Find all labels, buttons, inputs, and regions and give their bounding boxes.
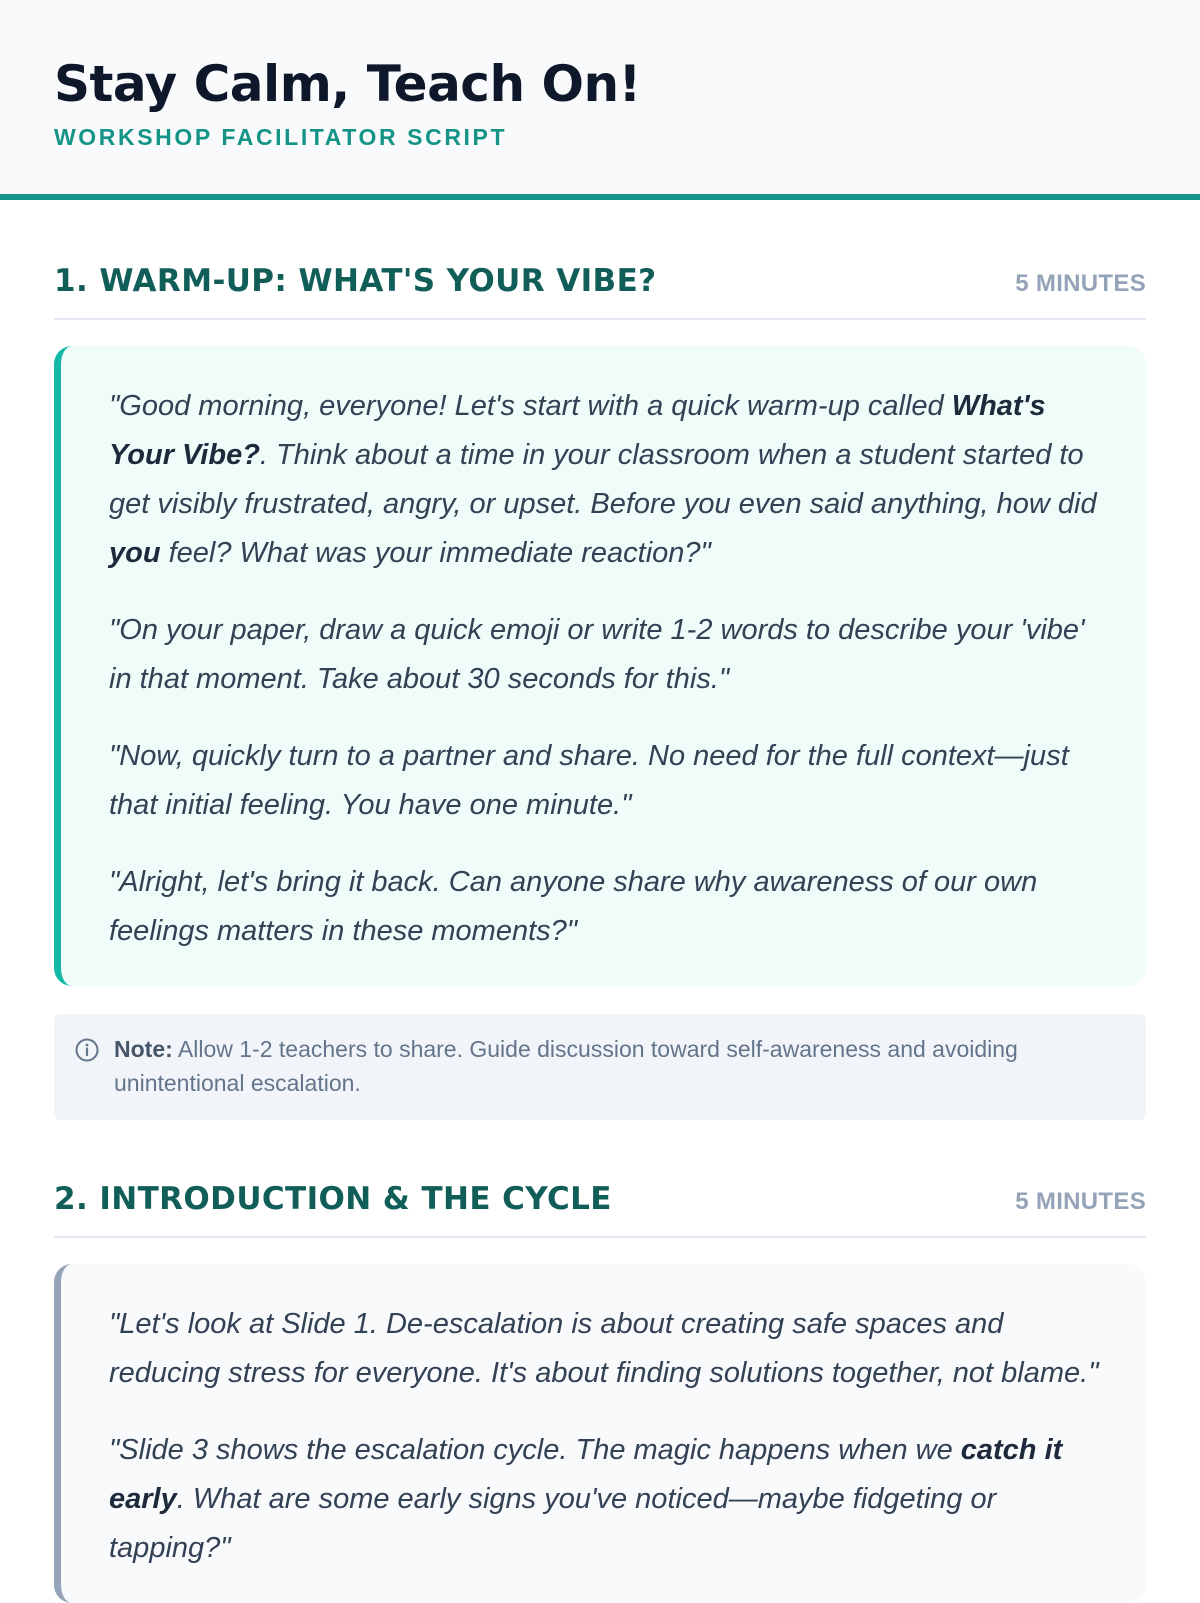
script-content xyxy=(0,260,1200,1603)
note-text xyxy=(114,1032,1116,1100)
page-subtitle: WORKSHOP FACILITATOR SCRIPT xyxy=(54,124,508,150)
section-title: 1. WARM-UP: WHAT'S YOUR VIBE? xyxy=(54,263,657,299)
script-text: "Good morning, everyone! Let's start with a quick warm-up called xyxy=(109,390,952,422)
script-text: "Now, quickly turn to a partner and share. No need for the full context—just that initial feeling. You have one minute." xyxy=(109,740,1069,821)
script-paragraph xyxy=(109,606,1106,704)
script-emphasis: catch it early xyxy=(109,1434,1063,1515)
page-title: Stay Calm, Teach On! xyxy=(54,55,641,113)
section-title: 2. INTRODUCTION & THE CYCLE xyxy=(54,1181,612,1217)
section-duration: 5 MINUTES xyxy=(1015,270,1146,297)
page-header xyxy=(0,0,1200,200)
script-text: . What are some early signs you've noticed—maybe fidgeting or tapping?" xyxy=(109,1483,997,1564)
script-paragraph xyxy=(109,858,1106,956)
note-body: Allow 1-2 teachers to share. Guide discussion toward self-awareness and avoiding unintentional escalation. xyxy=(114,1036,1018,1096)
facilitator-note xyxy=(54,1014,1146,1120)
script-paragraph xyxy=(109,1300,1106,1398)
script-paragraph xyxy=(109,382,1106,578)
script-text: . Think about a time in your classroom when a student started to get visibly frustrated, angry, or upset. Before you even said anything, how did xyxy=(109,439,1097,520)
section-header xyxy=(54,260,1146,320)
script-paragraph xyxy=(109,732,1106,830)
script-text: "Slide 3 shows the escalation cycle. The magic happens when we xyxy=(109,1434,961,1466)
script-text: "Alright, let's bring it back. Can anyone share why awareness of our own feelings matters in these moments?" xyxy=(109,866,1038,947)
note-label: Note: xyxy=(114,1036,173,1062)
script-paragraph xyxy=(109,1426,1106,1573)
info-icon xyxy=(74,1037,100,1063)
script-text: feel? What was your immediate reaction?" xyxy=(160,537,711,569)
section-introduction xyxy=(54,1178,1146,1603)
script-emphasis: you xyxy=(109,537,161,569)
section-warm-up xyxy=(54,260,1146,1120)
script-text: "On your paper, draw a quick emoji or write 1-2 words to describe your 'vibe' in that moment. Take about 30 seconds for this." xyxy=(109,614,1085,695)
script-quote-box xyxy=(54,346,1146,986)
section-header xyxy=(54,1178,1146,1238)
script-text: "Let's look at Slide 1. De-escalation is about creating safe spaces and reducing stress for everyone. It's about finding solutions together, not blame." xyxy=(109,1308,1099,1389)
section-duration: 5 MINUTES xyxy=(1015,1188,1146,1215)
script-emphasis: What's Your Vibe? xyxy=(109,390,1046,471)
script-quote-box xyxy=(54,1264,1146,1603)
